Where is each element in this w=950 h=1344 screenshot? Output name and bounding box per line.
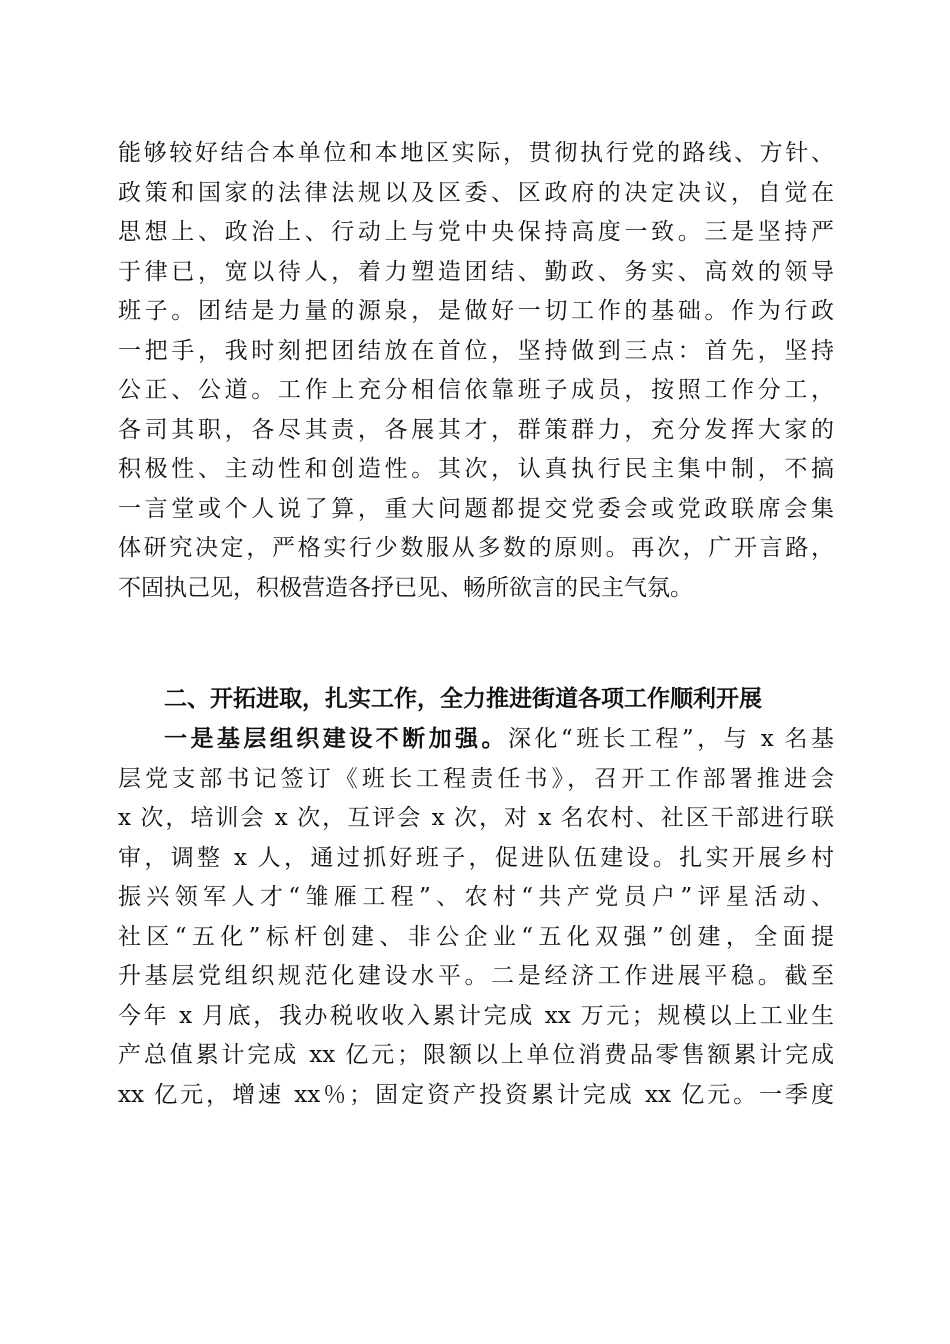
paragraph-1-line: 各司其职，各尽其责，各展其才，群策群力，充分发挥大家的 [118,416,834,443]
paragraph-2-line: 社区“五化”标杆创建、非公企业“五化双强”创建，全面提 [118,923,834,950]
paragraph-1-line: 不固执己见，积极营造各抒已见、畅所欲言的民主气氛。 [118,574,693,601]
paragraph-1-line: 能够较好结合本单位和本地区实际，贯彻执行党的路线、方针、 [118,140,834,166]
paragraph-1-line: 于律已，宽以待人，着力塑造团结、勤政、务实、高效的领导 [118,258,834,285]
paragraph-2-line: 审，调整 x 人，通过抓好班子，促进队伍建设。扎实开展乡村 [118,844,834,871]
paragraph-1-line: 政策和国家的法律法规以及区委、区政府的决定决议，自觉在 [118,179,834,206]
paragraph-1-line: 一把手，我时刻把团结放在首位，坚持做到三点：首先，坚持 [118,337,834,364]
paragraph-2-first-line-rest: 深化“班长工程”，与 x 名基 [507,726,834,752]
paragraph-1-line: 思想上、政治上、行动上与党中央保持高度一致。三是坚持严 [118,219,834,245]
paragraph-2-first-line [118,720,834,760]
paragraph-2-line: 升基层党组织规范化建设水平。二是经济工作进展平稳。截至 [118,963,834,989]
paragraph-2-line: 层党支部书记签订《班长工程责任书》，召开工作部署推进会 [118,765,834,792]
paragraph-1-line: 班子。团结是力量的源泉，是做好一切工作的基础。作为行政 [118,298,834,324]
paragraph-1-line: 体研究决定，严格实行少数服从多数的原则。再次，广开言路， [118,535,834,561]
paragraph-2-line: xx 亿元，增速 xx％；固定资产投资累计完成 xx 亿元。一季度 [118,1081,834,1108]
section-heading: 二、开拓进取，扎实工作，全力推进街道各项工作顺利开展 [164,686,762,712]
paragraph-1-line: 一言堂或个人说了算，重大问题都提交党委会或党政联席会集 [118,495,834,522]
paragraph-2-line: x 次，培训会 x 次，互评会 x 次，对 x 名农村、社区干部进行联 [118,805,834,831]
paragraph-1-line: 积极性、主动性和创造性。其次，认真执行民主集中制，不搞 [118,456,834,482]
paragraph-2-lead: 一是基层组织建设不断加强。 [164,726,508,752]
paragraph-1 [118,134,834,608]
paragraph-1-line: 公正、公道。工作上充分相信依靠班子成员，按照工作分工， [118,377,834,403]
paragraph-2-line: 产总值累计完成 xx 亿元；限额以上单位消费品零售额累计完成 [118,1042,834,1068]
paragraph-2-line: 振兴领军人才“雏雁工程”、农村“共产党员户”评星活动、 [118,884,834,910]
paragraph-2-line: 今年 x 月底，我办税收收入累计完成 xx 万元；规模以上工业生 [118,1002,834,1029]
paragraph-2 [118,720,834,1115]
